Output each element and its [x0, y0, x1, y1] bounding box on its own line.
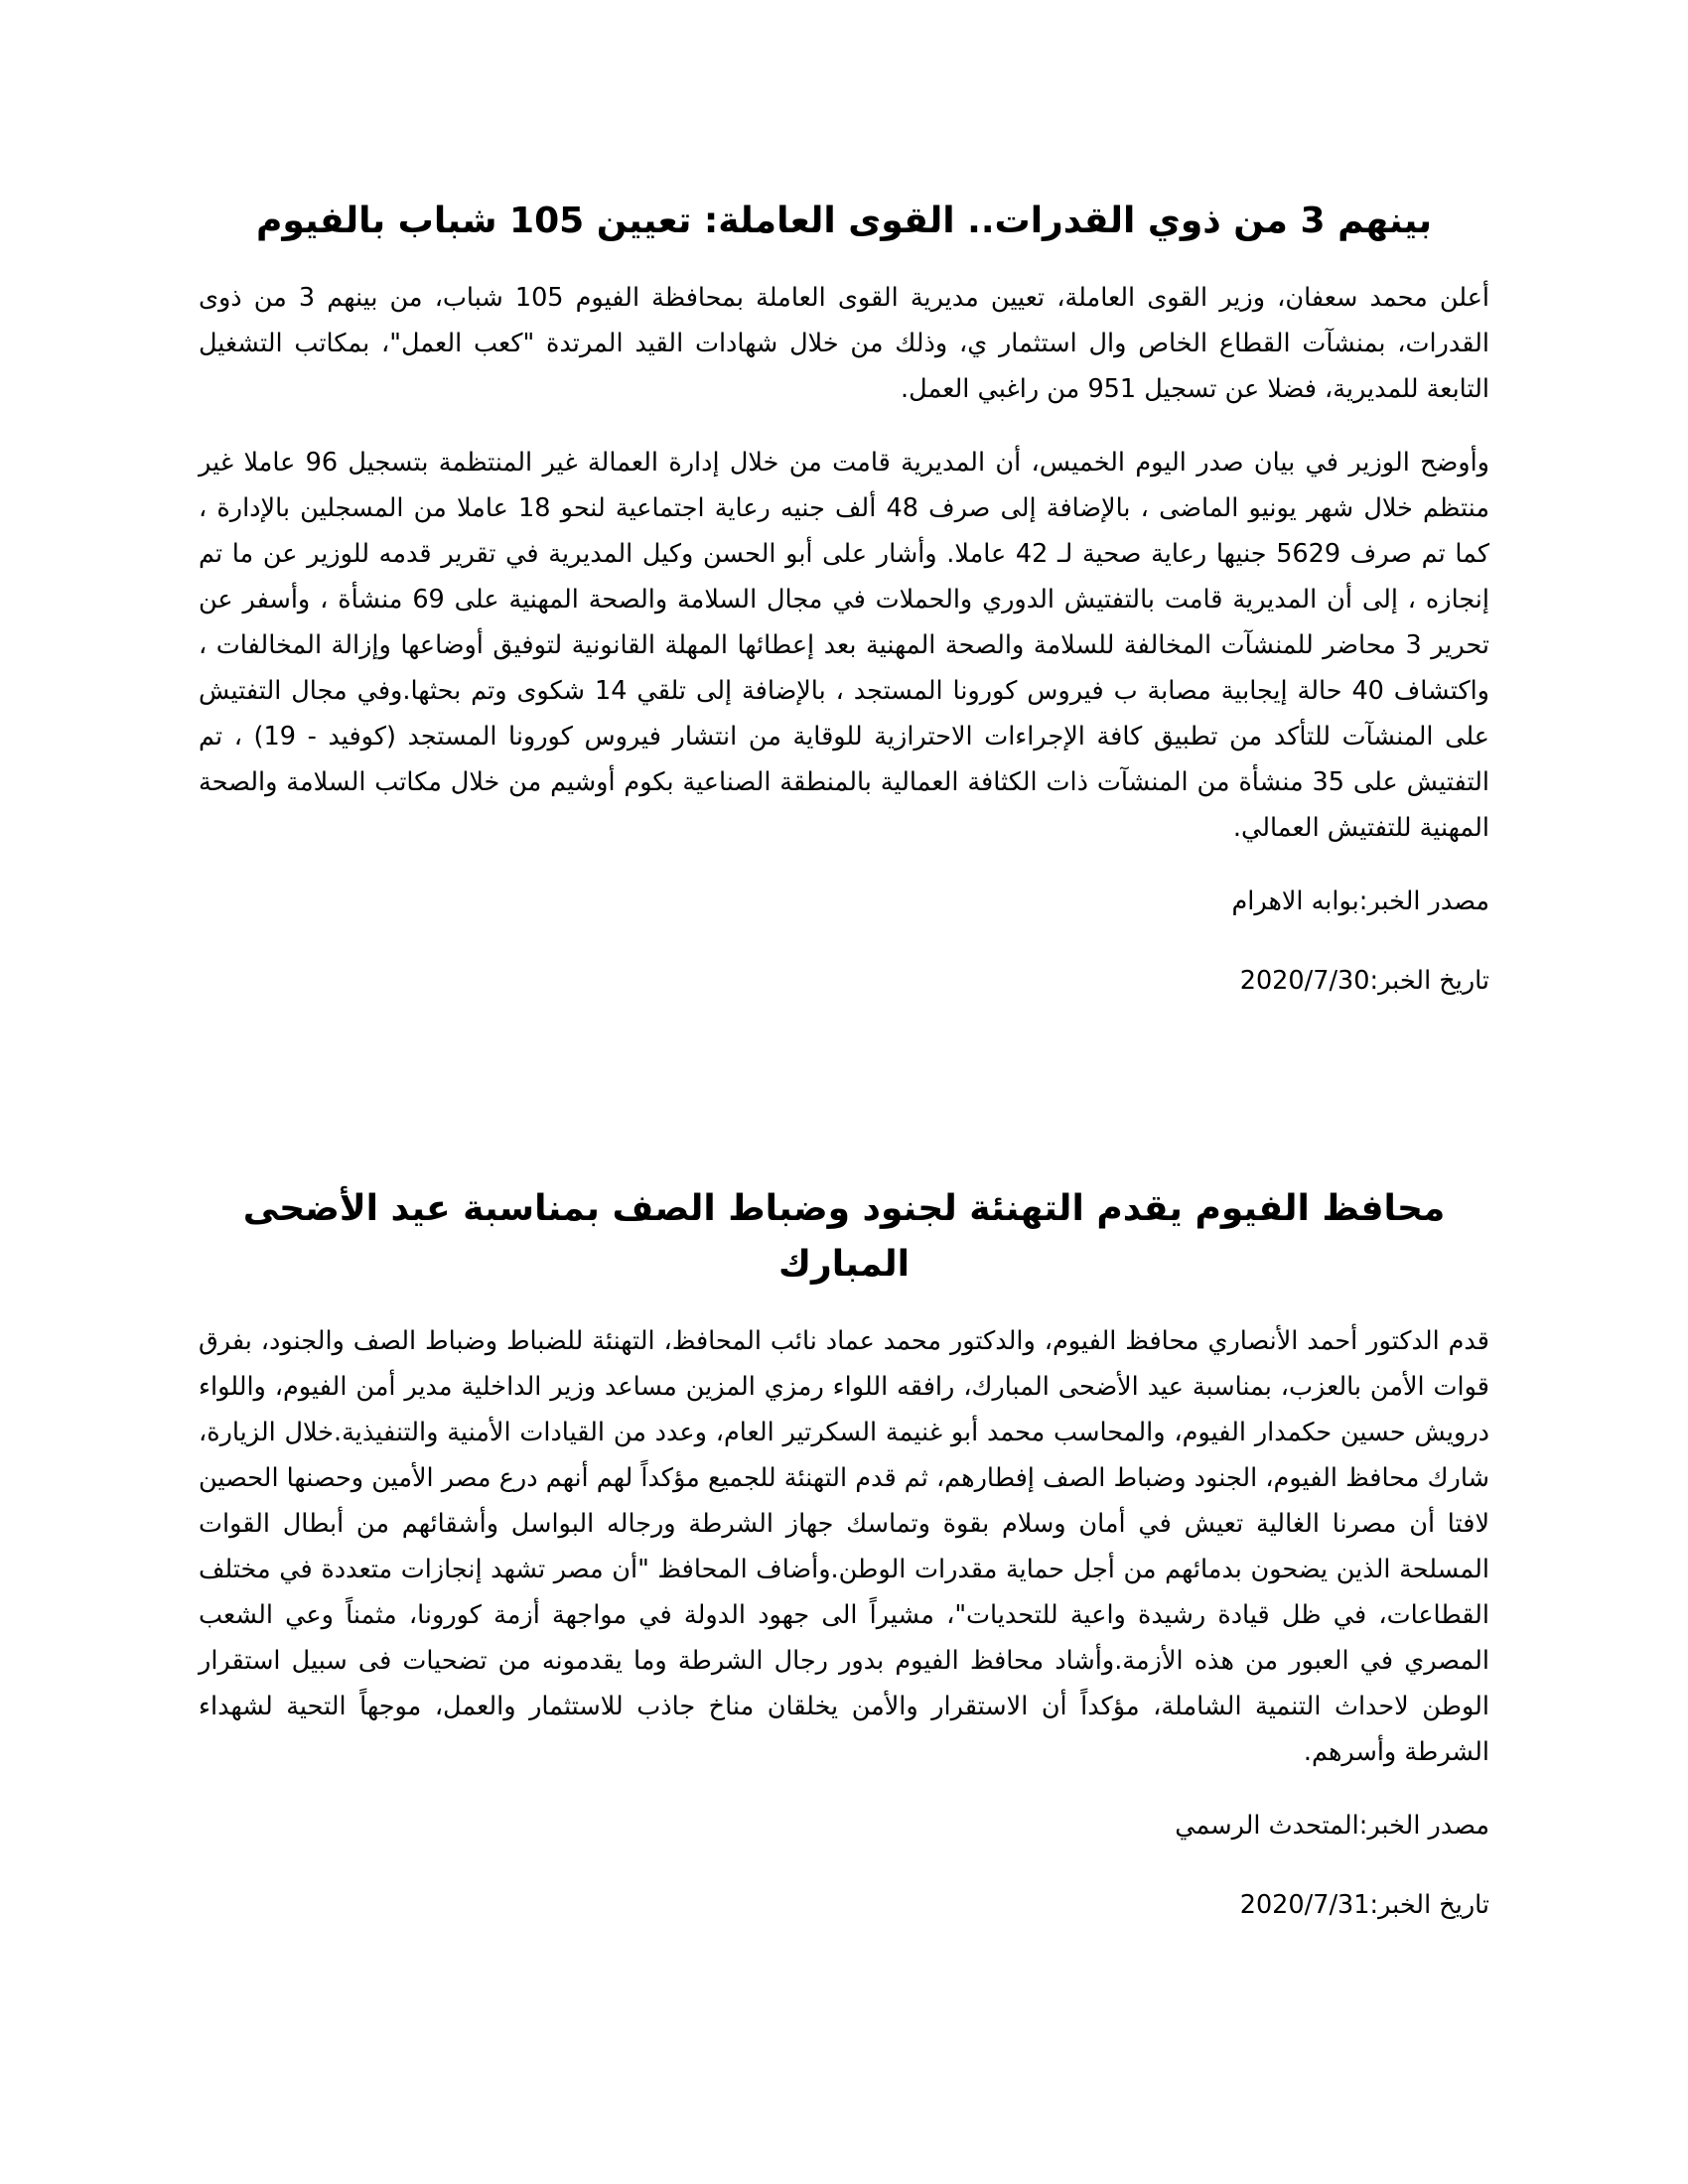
news-article-1: [199, 194, 1489, 1037]
article-paragraph: قدم الدكتور أحمد الأنصاري محافظ الفيوم، والدكتور محمد عماد نائب المحافظ، التهنئة للضباط وضباط الصف والجنود، بفرق قوات الأمن بالعزب، بمناسبة عيد الأضحى المبارك، رافقه اللواء رمزي المزين مساعد وزير الداخلية مدير أمن الفيوم، واللواء درويش حسين حكمدار الفيوم، والمحاسب محمد أبو غنيمة السكرتير العام، وعدد من القيادات الأمنية والتنفيذية.خلال الزيارة، شارك محافظ الفيوم، الجنود وضباط الصف إفطارهم، ثم قدم التهنئة للجميع مؤكداً لهم أنهم درع مصر الأمين وحصنها الحصين لافتا أن مصرنا الغالية تعيش في أمان وسلام بقوة وتماسك جهاز الشرطة ورجاله البواسل وأشقائهم من أبطال القوات المسلحة الذين يضحون بدمائهم من أجل حماية مقدرات الوطن.وأضاف المحافظ "أن مصر تشهد إنجازات متعددة في مختلف القطاعات، في ظل قيادة رشيدة واعية للتحديات"، مشيراً الى جهود الدولة في مواجهة أزمة كورونا، مثمناً وعي الشعب المصري في العبور من هذه الأزمة.وأشاد محافظ الفيوم بدور رجال الشرطة وما يقدمونه من تضحيات فى سبيل استقرار الوطن لاحداث التنمية الشاملة، مؤكداً أن الاستقرار والأمن يخلقان مناخ جاذب للاستثمار والعمل، موجهاً التحية لشهداء الشرطة وأسرهم.: [199, 1326, 1489, 1767]
article-source: مصدر الخبر:بوابه الاهرام: [1231, 887, 1489, 916]
article-source: مصدر الخبر:المتحدث الرسمي: [1175, 1811, 1489, 1841]
article-headline: محافظ الفيوم يقدم التهنئة لجنود وضباط الصف بمناسبة عيد الأضحى المبارك: [242, 1188, 1446, 1285]
article-date: تاريخ الخبر:2020/7/30: [1239, 966, 1489, 996]
news-article-2: [199, 1181, 1489, 1962]
article-headline: بينهم 3 من ذوي القدرات.. القوى العاملة: تعيين 105 شباب بالفيوم: [256, 201, 1432, 241]
article-date: تاريخ الخبر:2020/7/31: [1239, 1890, 1489, 1920]
article-paragraph: وأوضح الوزير في بيان صدر اليوم الخميس، أن المديرية قامت من خلال إدارة العمالة غير المنتظمة بتسجيل 96 عاملا غير منتظم خلال شهر يونيو الماضى ، بالإضافة إلى صرف 48 ألف جنيه رعاية اجتماعية لنحو 18 عاملا من المسجلين بالإدارة ، كما تم صرف 5629 جنيها رعاية صحية لـ 42 عاملا. وأشار على أبو الحسن وكيل المديرية في تقرير قدمه للوزير عن ما تم إنجازه ، إلى أن المديرية قامت بالتفتيش الدوري والحملات في مجال السلامة والصحة المهنية على 69 منشأة ، وأسفر عن تحرير 3 محاضر للمنشآت المخالفة للسلامة والصحة المهنية بعد إعطائها المهلة القانونية لتوفيق أوضاعها وإزالة المخالفات ، واكتشاف 40 حالة إيجابية مصابة ب فيروس كورونا المستجد ، بالإضافة إلى تلقي 14 شكوى وتم بحثها.وفي مجال التفتيش على المنشآت للتأكد من تطبيق كافة الإجراءات الاحترازية للوقاية من انتشار فيروس كورونا المستجد (كوفيد - 19) ، تم التفتيش على 35 منشأة من المنشآت ذات الكثافة العمالية بالمنطقة الصناعية بكوم أوشيم من خلال مكاتب السلامة والصحة المهنية للتفتيش العمالي.: [199, 448, 1490, 843]
article-paragraph: أعلن محمد سعفان، وزير القوى العاملة، تعيين مديرية القوى العاملة بمحافظة الفيوم 105 شباب، من بينهم 3 من ذوى القدرات، بمنشآت القطاع الخاص وال استثمار ي، وذلك من خلال شهادات القيد المرتدة "كعب العمل"، بمكاتب التشغيل التابعة للمديرية، فضلا عن تسجيل 951 من راغبي العمل.: [199, 283, 1489, 404]
